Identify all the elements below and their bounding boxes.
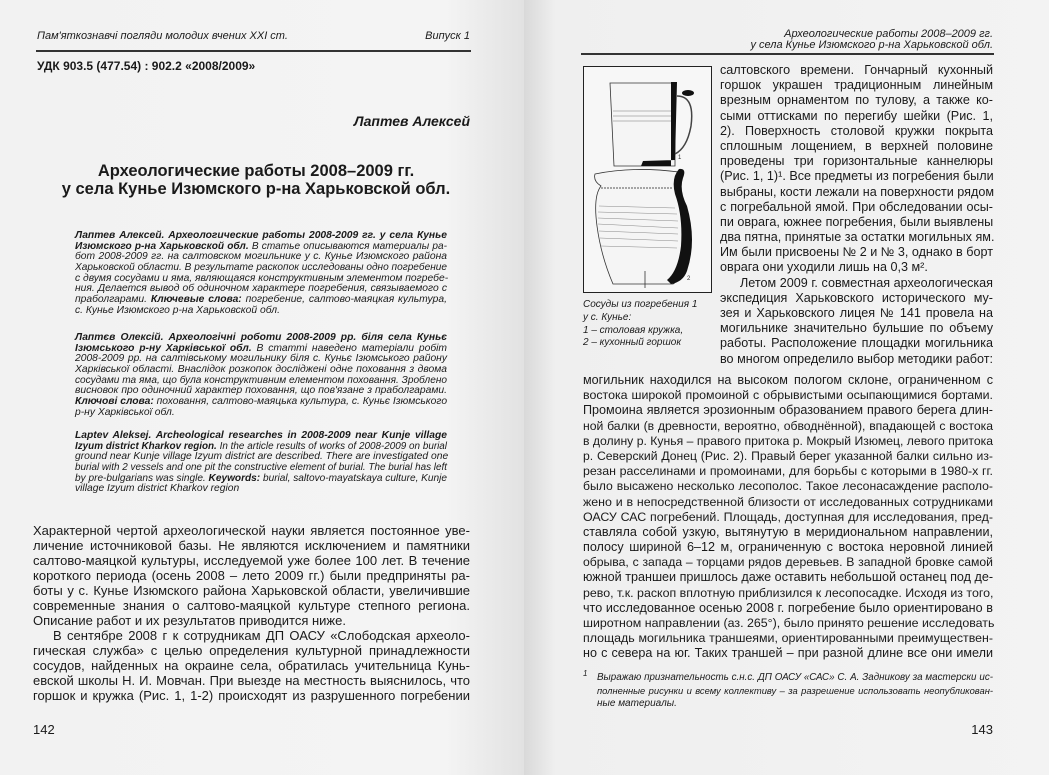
text-line: востока широкой промоиной с обрывистыми осыпающимися бортами. [583,388,993,403]
text-line: ОАСУ САС погребений. Площадь, доступная для исследования, пред- [583,509,993,524]
abstract-text: р-ну Харківської обл. [75,406,175,418]
text-line: два пятна, принятые за остатки могильных ям. [720,230,995,245]
abstract-text: В статті наведено матеріали робіт [251,342,447,354]
abstract-text: праболгарами. [75,294,151,306]
abstract-bold-text: Лаптев Алексей. Археологические работы 2008-2009 гг. у села Кунье [75,230,447,241]
body-text-full-width [583,373,993,662]
text-line: во многом определило выбор методики работ: [720,351,993,366]
abstract-bold-text: Лаптєв Олексій. Археологічні роботи 2008-2009 рр. біля села Куньє [75,332,447,343]
page-number: 143 [971,722,993,737]
text-line: зея и Харьковского лицея № 141 провела на [720,306,993,320]
udk-code: УДК 903.5 (477.54) : 902.2 «2008/2009» [37,59,256,73]
text-line: полосу шириной 6–12 м, ограниченную с востока неровной линией [583,540,993,555]
text-line: современные знания о салтово-маяцкой культуре степного региона. [33,598,470,613]
right-page [524,0,1049,775]
text-line: Им были присвоены № 2 и № 3, однако в борт [720,245,993,260]
pot-drawing [595,169,692,288]
text-line: (Рис. 1, 1)¹. Все предметы из погребения были [720,169,994,184]
text-line: Летом 2009 г. совместная археологическая [740,275,993,290]
footnote [583,671,993,710]
abstract-text: Харьковской области. В результате раскопок исследованы одно погребение [75,262,447,274]
abstract-text: В статье описываются материалы ра- [248,240,447,252]
text-line: р. Северский Донец (Рис. 2). Правый берег указанной балки сильно из- [583,448,993,463]
body-text-narrow-column [720,63,993,367]
author-name: Лаптев Алексей [353,113,470,129]
text-line: гическая служба» с целью определения культурной принадлежности [33,643,470,658]
text-line: резан расселинами и промоинами, для борьбы с которыми в 1980-х гг. [583,464,993,479]
abstract-text: висновок про одиночний характер поховання, що пов'язане з праболгарами. [75,385,447,397]
text-line: широтном направлении (аз. 265°), было принято решение исследовать [583,616,995,630]
text-line: В сентябре 2008 г к сотрудникам ДП ОАСУ «Слободская археоло- [53,628,470,643]
title-line: у села Кунье Изюмского р-на Харьковской обл. [61,180,451,198]
text-line: площадь могильника траншеями, ориентированными преимуществен- [583,631,993,646]
abstract-text: by pre-bulgarians was single. [75,472,209,484]
abstract-text: поховання, салтово-маяцька культура, с. Куньє Ізюмського [153,396,448,408]
caption-line: у с. Кунье: [583,311,632,323]
text-line: проведены три горизонтальные каннелюры [720,154,993,169]
abstract-text: ния. Делается вывод об одиночном характере погребения, связываемого с [75,283,447,295]
text-line: горшок украшен традиционным линейным [720,78,993,93]
abstract-text: village Izyum district Kharkov region [75,483,240,495]
abstract-line [75,408,447,419]
header-rule [581,53,994,55]
footnote-mark: 1 [583,669,588,678]
abstract-text: Харківської області. Внаслідок розкопок досліджені одне поховання з двома [75,364,447,376]
text-line: выбраны, кости лежали на поверхности рядом [720,184,994,199]
text-line: жено и в непосредственной близости от исследованных сотрудниками [583,494,993,509]
text-line: боты у с. Кунье Изюмского района Харьковской области, увеличившие [33,583,470,598]
text-line: полненные рисунки и всему коллективу – за разрешение использовать неопубликован- [597,685,993,696]
text-line: работы. Расположение площадки могильника [720,336,993,351]
text-line: салтово-маяцкой культуры, исследуемой уже более 100 лет. В течение [33,553,470,568]
abstract-bold-text: Изюмского р-на Харьковской обл. [75,240,249,252]
text-line: ные материалы. [597,698,677,709]
caption-line: 1 – столовая кружка, [583,324,684,336]
text-line: Описание работ и их результатов приводится ниже. [33,613,346,628]
text-line: обрыва, с запада – торцами рядов деревьев. В западной бровке самой [583,555,993,570]
text-line: Характерной чертой археологической науки является постоянное уве- [33,523,470,538]
abstract-text: ground near Kunje village Izyum district are described. There are investigated one [75,451,449,463]
text-line: ставляла собой узкую, вытянутую в меридиональном направлении, [583,524,993,539]
abstract-bold-text: Ключові слова: [75,396,154,408]
abstract-russian [75,231,447,317]
title-line: Археологические работы 2008–2009 гг. [97,162,415,180]
abstract-text: с. Кунье Изюмского р-на Харьковской обл. [75,304,280,316]
text-line: сосудов, найденных на окраине села, обратилась учительница Кунь- [33,658,470,673]
text-line: короткого периода (осень 2008 – лето 2009 гг.) были предприняты ра- [33,568,470,583]
text-line: южной траншеи пришлось даже оставить небольшой останец под де- [583,570,994,585]
text-line: сыми оттисками по перегибу шейки (Рис. 1, [720,108,993,123]
figure-label: 2 [687,276,691,282]
text-line: с погребальной ямой. При обследовании осы- [720,199,993,214]
abstract-line [75,306,447,317]
page-number: 142 [33,722,55,737]
text-line: евской школы Н. И. Мовчан. При выезде на местность выяснилось, что [33,673,470,688]
text-line: салтовского времени. Гончарный кухонный [720,63,993,77]
abstract-line [75,484,447,495]
header-rule [36,50,471,52]
abstract-text: бот 2008-2009 гг. на салтовском могильнике у с. Кунье Изюмского района [75,251,447,263]
text-line: могильник находился на высоком пологом склоне, ограниченном с [583,373,993,387]
abstract-text: 2008-2009 рр. на салтівському могильнику біля с. Куньє Ізюмського району [75,353,447,365]
abstract-bold-text: Izyum district Kharkov region. [75,440,217,452]
text-line: Промоина является эрозионным образованием правого берега длин- [583,403,993,418]
figure-vessels-drawing [583,66,712,293]
text-line: что исследованное осенью 2008 г. погребение было ориентировано в [583,600,993,615]
body-text [33,523,470,703]
text-line: рево, т.к. раскоп вплотную приблизился к лесопосадке. Исходя из того, [583,585,994,600]
issue-label: Випуск 1 [425,30,470,42]
abstract-english [75,431,447,495]
abstract-bold-text: Ключевые слова: [150,294,242,306]
abstract-ukrainian [75,333,447,419]
abstract-text: burial with 2 vessels and one pit the constructive element of burial. The burial has left [75,462,447,474]
abstract-bold-text: Laptev Aleksej. Archeological researches in 2008-2009 near Kunje village [75,430,447,441]
abstract-text: с двумя сосудами и яма, являющаяся конструктивным элементом погребе- [75,272,449,284]
text-line: могильнике значительно бульшие по объему [720,321,993,336]
caption-line: Сосуды из погребения 1 [583,299,698,310]
abstract-text: burial, saltovo-mayatskaya culture, Kunje [260,472,447,484]
running-header: Пам'яткознавчі погляди молодих вчених XXI ст. [37,30,288,42]
text-line: экспедиция Харьковского исторического му- [720,290,993,305]
text-line: врезным орнаментом по тулову, а также ко- [720,93,993,108]
figure-caption [583,299,697,350]
text-line: оврага они уходили лишь на 0,3 м². [720,260,928,275]
abstract-bold-text: Ізюмського р-ну Харківської обл. [75,342,252,354]
text-line: личение источниковой базы. Не являются исключением и памятники [33,538,470,553]
left-page [0,0,524,775]
text-line: пи оврага, южнее погребения, были выявлены [720,214,994,229]
text-line: было высажено несколько лесополос. Такое лесонасаждение располо- [583,479,993,494]
text-line: сплошным лощением, в верхней половине [720,138,993,153]
running-header-line: у села Кунье Изюмского р-на Харьковской обл. [750,39,993,51]
caption-line: 2 – кухонный горшок [583,337,682,349]
abstract-text: In the article results of works of 2008-2009 on burial [216,440,447,452]
text-line: ной балки (в древности, вероятно, обводнённой), впадающей с востока [583,418,993,433]
text-line: но с севера на юг. Таких траншей – при разной длине все они имели [583,646,993,661]
figure-label: 1 [678,155,682,161]
text-line: в долину р. Кунья – правого притока р. Мокрый Изюмец, левого притока [583,433,993,448]
article-title [40,162,472,198]
text-line: горшок и кружка (Рис. 1, 1-2) происходят из разрушенного погребении [33,688,470,703]
abstract-text: погребение, салтово-маяцкая культура, [241,294,447,306]
text-line: 2). Поверхность столовой кружки покрыта [720,123,993,138]
abstract-bold-text: Keywords: [208,472,261,484]
running-header-line: Археологические работы 2008–2009 гг. [784,28,993,40]
abstract-text: сосудами та яма, що була конструктивним елементом поховання. Зроблено [75,374,447,386]
text-line: Выражаю признательность с.н.с. ДП ОАСУ «САС» С. А. Задникову за мастерски ис- [597,672,993,683]
